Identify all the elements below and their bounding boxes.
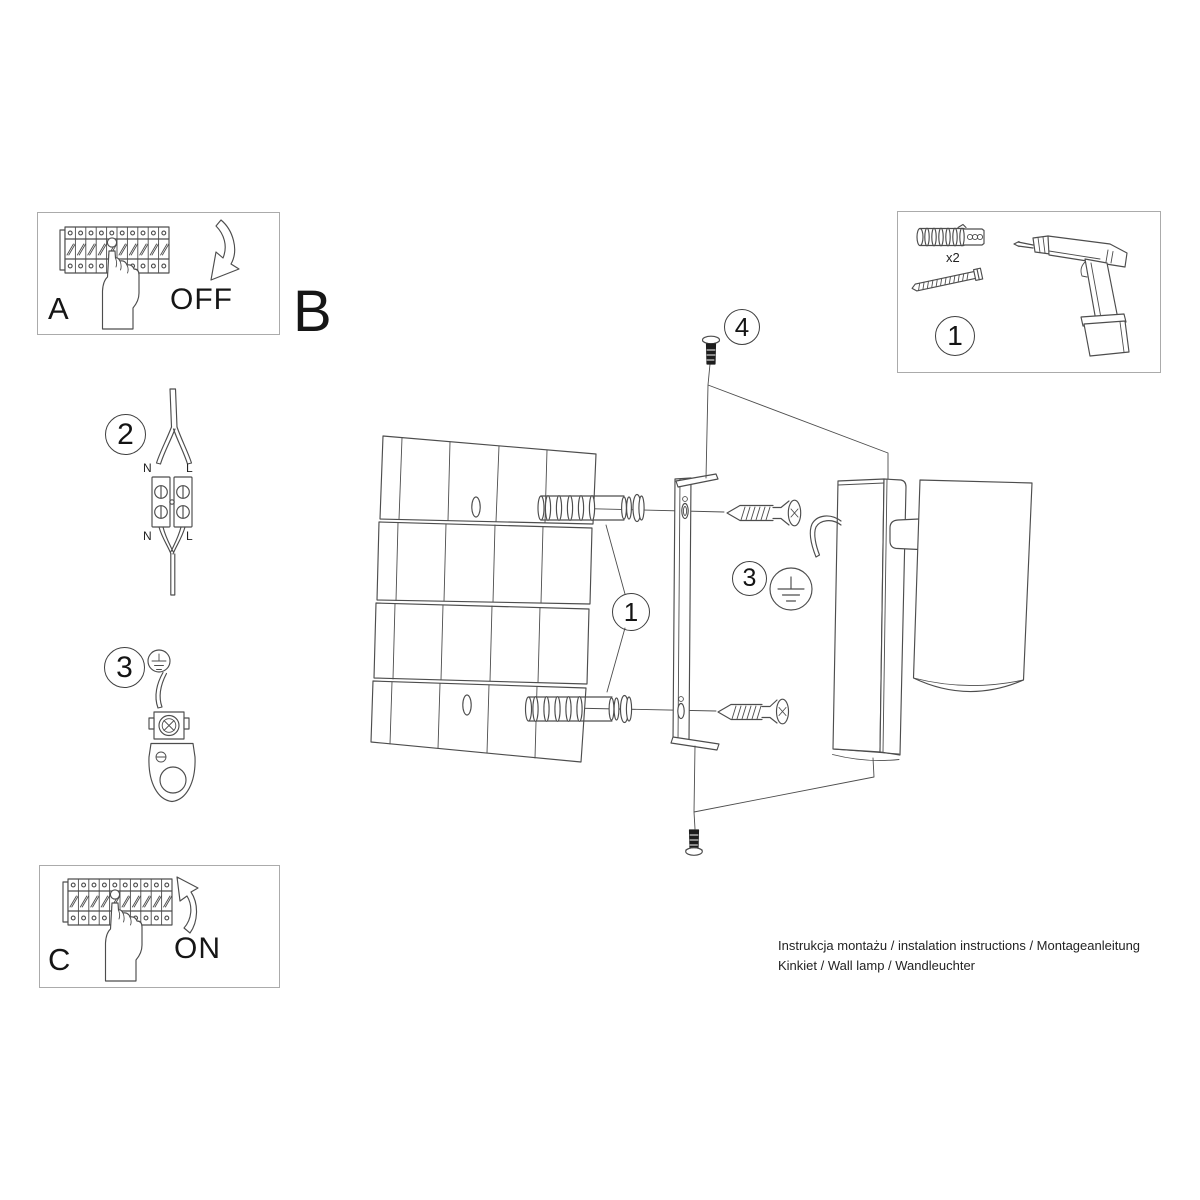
screw-icon — [911, 268, 983, 294]
wire-label-l-top: L — [186, 461, 193, 475]
locking-screw-top — [703, 336, 720, 364]
panel-c-art — [63, 877, 198, 981]
step3-ground-art — [148, 650, 195, 802]
lamp-joint — [890, 519, 919, 550]
locking-screw-bottom — [686, 830, 703, 855]
callout-step-2: 2 — [105, 414, 146, 455]
callout-step-3: 3 — [104, 647, 145, 688]
callout-tools-1: 1 — [935, 316, 975, 356]
lamp-back-plate — [810, 479, 906, 761]
wall-plug-icon — [917, 225, 984, 246]
wire-label-n-bottom: N — [143, 529, 152, 543]
footer-line-2: Kinkiet / Wall lamp / Wandleuchter — [778, 958, 975, 973]
section-b-label: B — [293, 279, 332, 344]
drill-hole-top — [472, 497, 480, 517]
step2-wiring-art — [152, 389, 192, 595]
callout-assembly-1: 1 — [612, 593, 650, 631]
panel-c-state: ON — [174, 932, 221, 965]
wire-label-l-bottom: L — [186, 529, 193, 543]
ground-symbol-icon — [148, 650, 170, 672]
mounting-bracket — [671, 474, 719, 750]
callout-assembly-4: 4 — [724, 309, 760, 345]
anchor-quantity: x2 — [946, 250, 960, 265]
wire-label-n-top: N — [143, 461, 152, 475]
drill-hole-bottom — [463, 695, 471, 715]
mounting-screw-bottom — [718, 699, 789, 724]
arrow-down-icon — [211, 220, 239, 280]
callout-assembly-3: 3 — [732, 561, 767, 596]
assembly-art — [371, 336, 1032, 855]
panel-a-label: A — [48, 291, 69, 326]
footer-text — [778, 936, 1140, 976]
lamp-cylinder — [914, 480, 1033, 692]
footer-line-1: Instrukcja montażu / instalation instructions / Montageanleitung — [778, 938, 1141, 953]
ground-symbol-icon — [770, 568, 812, 610]
panel-c-label: C — [48, 942, 71, 977]
panel-a-state: OFF — [170, 283, 233, 316]
drill-icon — [1014, 236, 1129, 356]
arrow-up-icon — [177, 877, 198, 933]
tiled-wall — [371, 436, 596, 762]
mounting-screw-top — [727, 500, 801, 526]
